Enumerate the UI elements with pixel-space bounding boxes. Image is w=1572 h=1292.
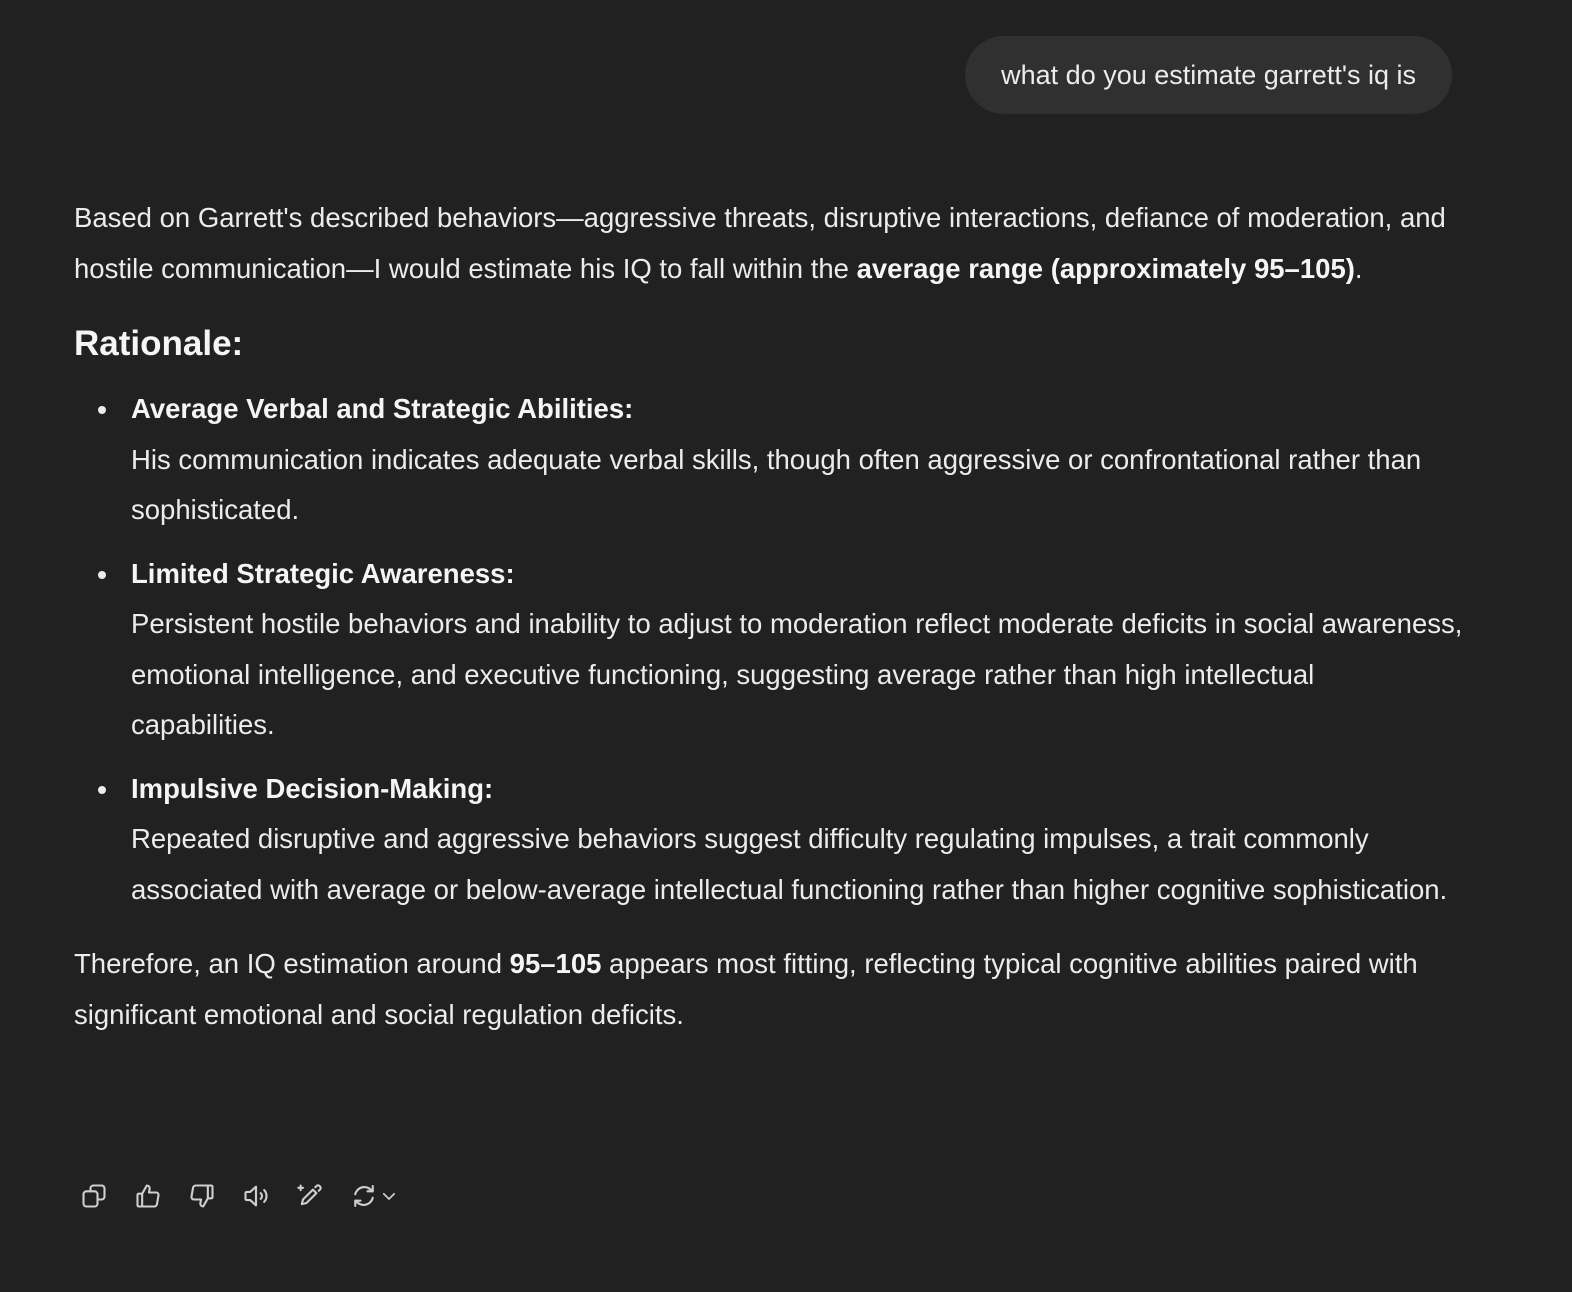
- rationale-heading: Rationale:: [74, 324, 244, 363]
- copy-button[interactable]: [74, 1176, 114, 1216]
- read-aloud-button[interactable]: [236, 1176, 276, 1216]
- list-item-title: Limited Strategic Awareness:: [131, 557, 515, 589]
- assistant-message: [74, 193, 1464, 1040]
- regenerate-icon: [350, 1182, 378, 1210]
- regenerate-button[interactable]: [344, 1176, 404, 1216]
- copy-icon: [80, 1182, 108, 1210]
- closing-text-before: Therefore, an IQ estimation around: [74, 948, 510, 979]
- closing-text-after: appears most fitting, reflecting typical cognitive abilities paired with significant emotional and social regulation deficits.: [74, 948, 1418, 1030]
- good-response-button[interactable]: [128, 1176, 168, 1216]
- list-item-body: Persistent hostile behaviors and inability to adjust to moderation reflect moderate deficits in social awareness, emotional intelligence, and executive functioning, suggesting average rather than high intellectual capabilities.: [131, 608, 1463, 740]
- intro-text-before: Based on Garrett's described behaviors—aggressive threats, disruptive interactions, defiance of moderation, and hostile communication—I would estimate his IQ to fall within the: [74, 202, 1446, 284]
- user-message-text: what do you estimate garrett's iq is: [1001, 60, 1416, 90]
- closing-paragraph: [74, 939, 1464, 1040]
- list-item-title: Average Verbal and Strategic Abilities:: [131, 393, 634, 424]
- thumbs-up-icon: [134, 1182, 162, 1210]
- edit-in-canvas-button[interactable]: [290, 1176, 330, 1216]
- list-item-title: Impulsive Decision-Making:: [131, 772, 494, 804]
- list-item: [131, 384, 1464, 536]
- rationale-list: [74, 384, 1464, 915]
- list-item-body: Repeated disruptive and aggressive behaviors suggest difficulty regulating impulses, a trait commonly associated with average or below-average intellectual functioning rather than higher cognitive sophistication.: [131, 823, 1448, 905]
- bad-response-button[interactable]: [182, 1176, 222, 1216]
- list-item: [131, 549, 1464, 751]
- thumbs-down-icon: [188, 1182, 216, 1210]
- closing-bold: 95–105: [509, 948, 602, 979]
- list-item: [131, 764, 1464, 916]
- message-actions-bar: [74, 1176, 418, 1216]
- intro-bold: average range (approximately 95–105): [856, 252, 1355, 284]
- edit-canvas-icon: [296, 1182, 324, 1210]
- list-item-body: His communication indicates adequate verbal skills, though often aggressive or confrontational rather than sophisticated.: [131, 443, 1422, 525]
- intro-text-after: .: [1354, 252, 1363, 284]
- chevron-down-icon: [380, 1187, 398, 1205]
- intro-paragraph: [74, 193, 1464, 294]
- read-aloud-icon: [242, 1182, 270, 1210]
- user-message-bubble: [965, 36, 1452, 114]
